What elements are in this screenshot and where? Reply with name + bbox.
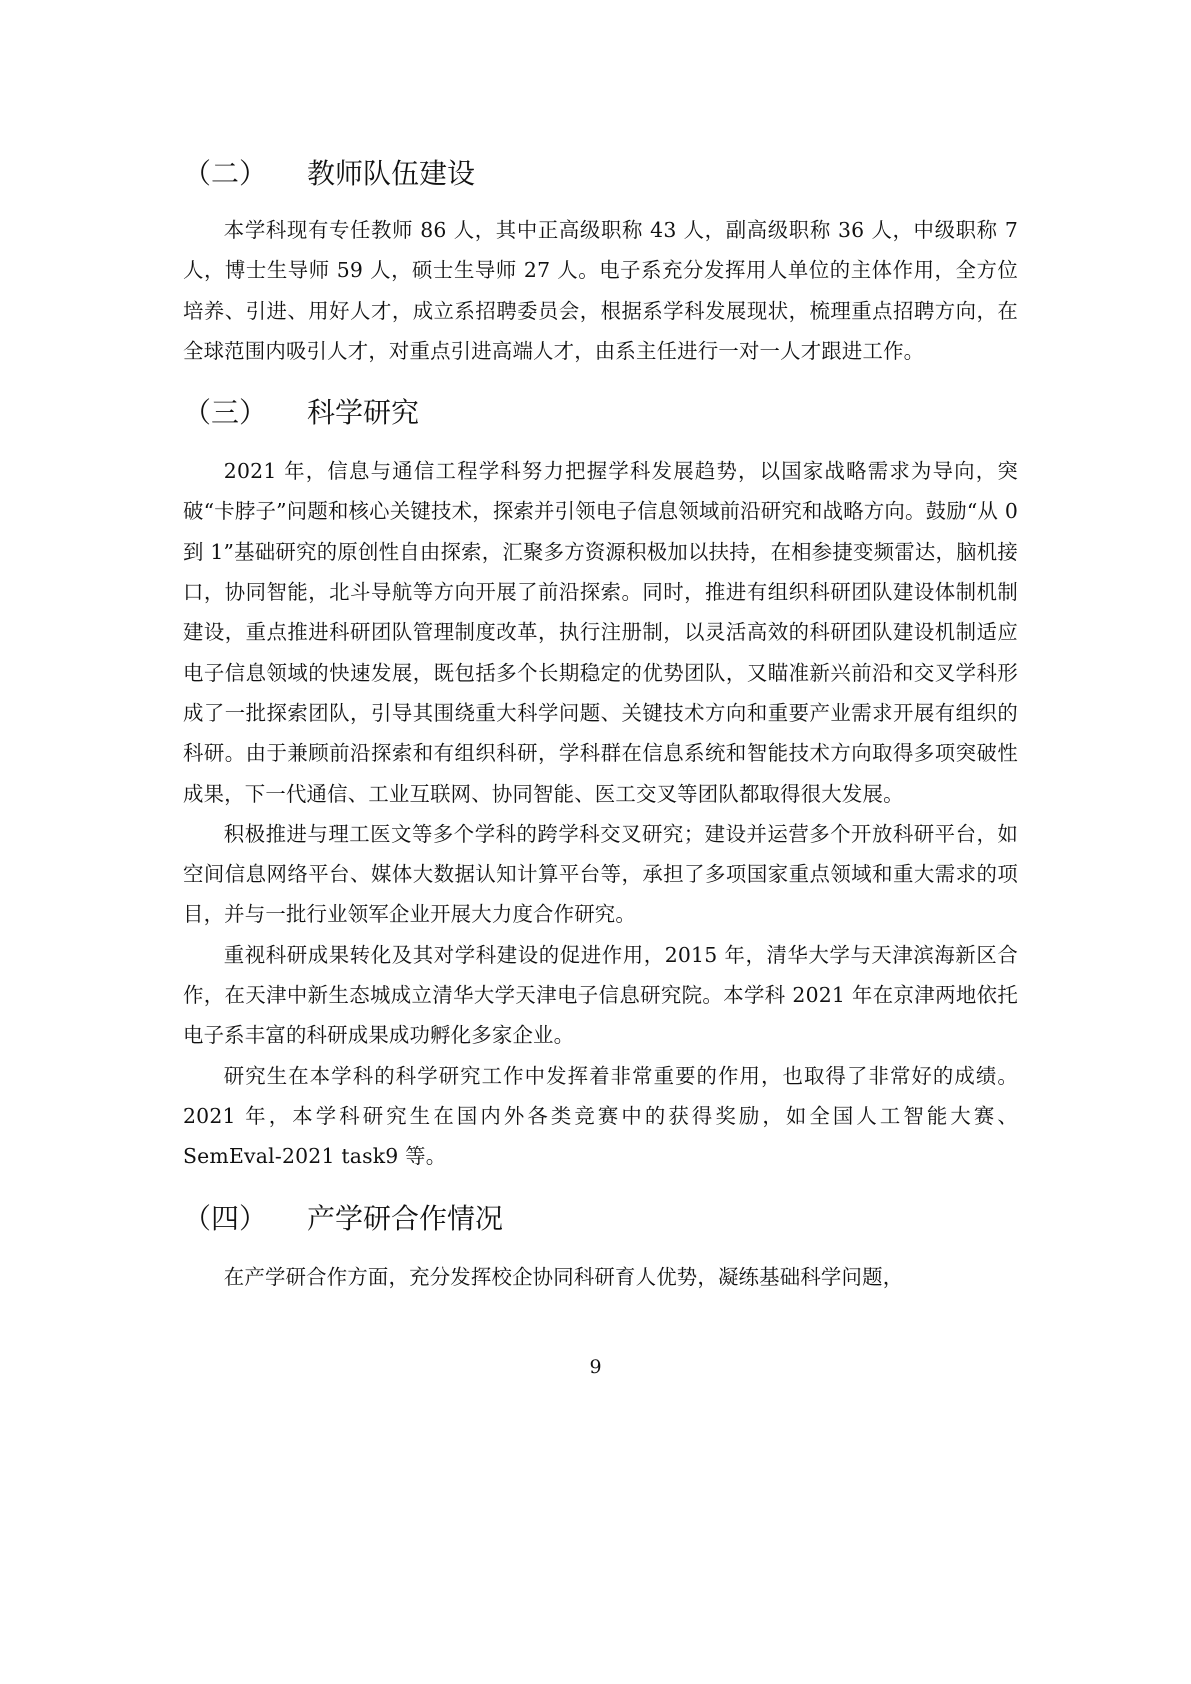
section-title: 产学研合作情况 bbox=[307, 1201, 504, 1235]
section-number: （四） bbox=[183, 1201, 268, 1235]
section-number: （二） bbox=[183, 157, 268, 190]
section-teacher-team bbox=[183, 150, 1018, 371]
paragraph: 2021 年，信息与通信工程学科努力把握学科发展趋势，以国家战略需求为导向，突破“卡脖子”问题和核心关键技术，探索并引领电子信息领域前沿研究和战略方向。鼓励“从 0 到 1”基础研究的原创性自由探索，汇聚多方资源积极加以扶持，在相参捷变频雷达，脑机接口，协同智能，北斗导航等方向开展了前沿探索。同时，推进有组织科研团队建设体制机制建设，重点推进科研团队管理制度改革，执行注册制，以灵活高效的科研团队建设机制适应电子信息领域的快速发展，既包括多个长期稳定的优势团队，又瞄准新兴前沿和交叉学科形成了一批探索团队，引导其围绕重大科学问题、关键技术方向和重要产业需求开展有组织的科研。由于兼顾前沿探索和有组织科研，学科群在信息系统和智能技术方向取得多项突破性成果，下一代通信、工业互联网、协同智能、医工交叉等团队都取得很大发展。 bbox=[183, 459, 1018, 806]
section-title: 教师队伍建设 bbox=[307, 157, 476, 190]
section-heading bbox=[183, 389, 1018, 437]
section-industry-cooperation bbox=[183, 1195, 1018, 1297]
paragraph: 在产学研合作方面，充分发挥校企协同科研育人优势，凝练基础科学问题， bbox=[223, 1264, 904, 1289]
document-page bbox=[183, 150, 1018, 1297]
section-scientific-research bbox=[183, 389, 1018, 1176]
paragraph: 重视科研成果转化及其对学科建设的促进作用，2015 年，清华大学与天津滨海新区合作，在天津中新生态城成立清华大学天津电子信息研究院。本学科 2021 年在京津两地依托电子系丰富的科研成果成功孵化多家企业。 bbox=[183, 942, 1018, 1048]
section-heading bbox=[183, 1195, 1018, 1243]
paragraph: 研究生在本学科的科学研究工作中发挥着非常重要的作用，也取得了非常好的成绩。2021 年，本学科研究生在国内外各类竞赛中的获得奖励，如全国人工智能大赛、SemEval-2021 task9 等。 bbox=[183, 1063, 1018, 1169]
section-title: 科学研究 bbox=[307, 396, 420, 430]
section-number: （三） bbox=[183, 396, 268, 430]
paragraph: 本学科现有专任教师 86 人，其中正高级职称 43 人，副高级职称 36 人，中级职称 7 人，博士生导师 59 人，硕士生导师 27 人。电子系充分发挥用人单位的主体作用，全方位培养、引进、用好人才，成立系招聘委员会，根据系学科发展现状，梳理重点招聘方向，在全球范围内吸引人才，对重点引进高端人才，由系主任进行一对一人才跟进工作。 bbox=[183, 218, 1018, 363]
page-number: 9 bbox=[589, 1356, 602, 1378]
paragraph: 积极推进与理工医文等多个学科的跨学科交叉研究；建设并运营多个开放科研平台，如空间信息网络平台、媒体大数据认知计算平台等，承担了多项国家重点领域和重大需求的项目，并与一批行业领军企业开展大力度合作研究。 bbox=[183, 821, 1018, 927]
section-heading bbox=[183, 150, 1018, 198]
